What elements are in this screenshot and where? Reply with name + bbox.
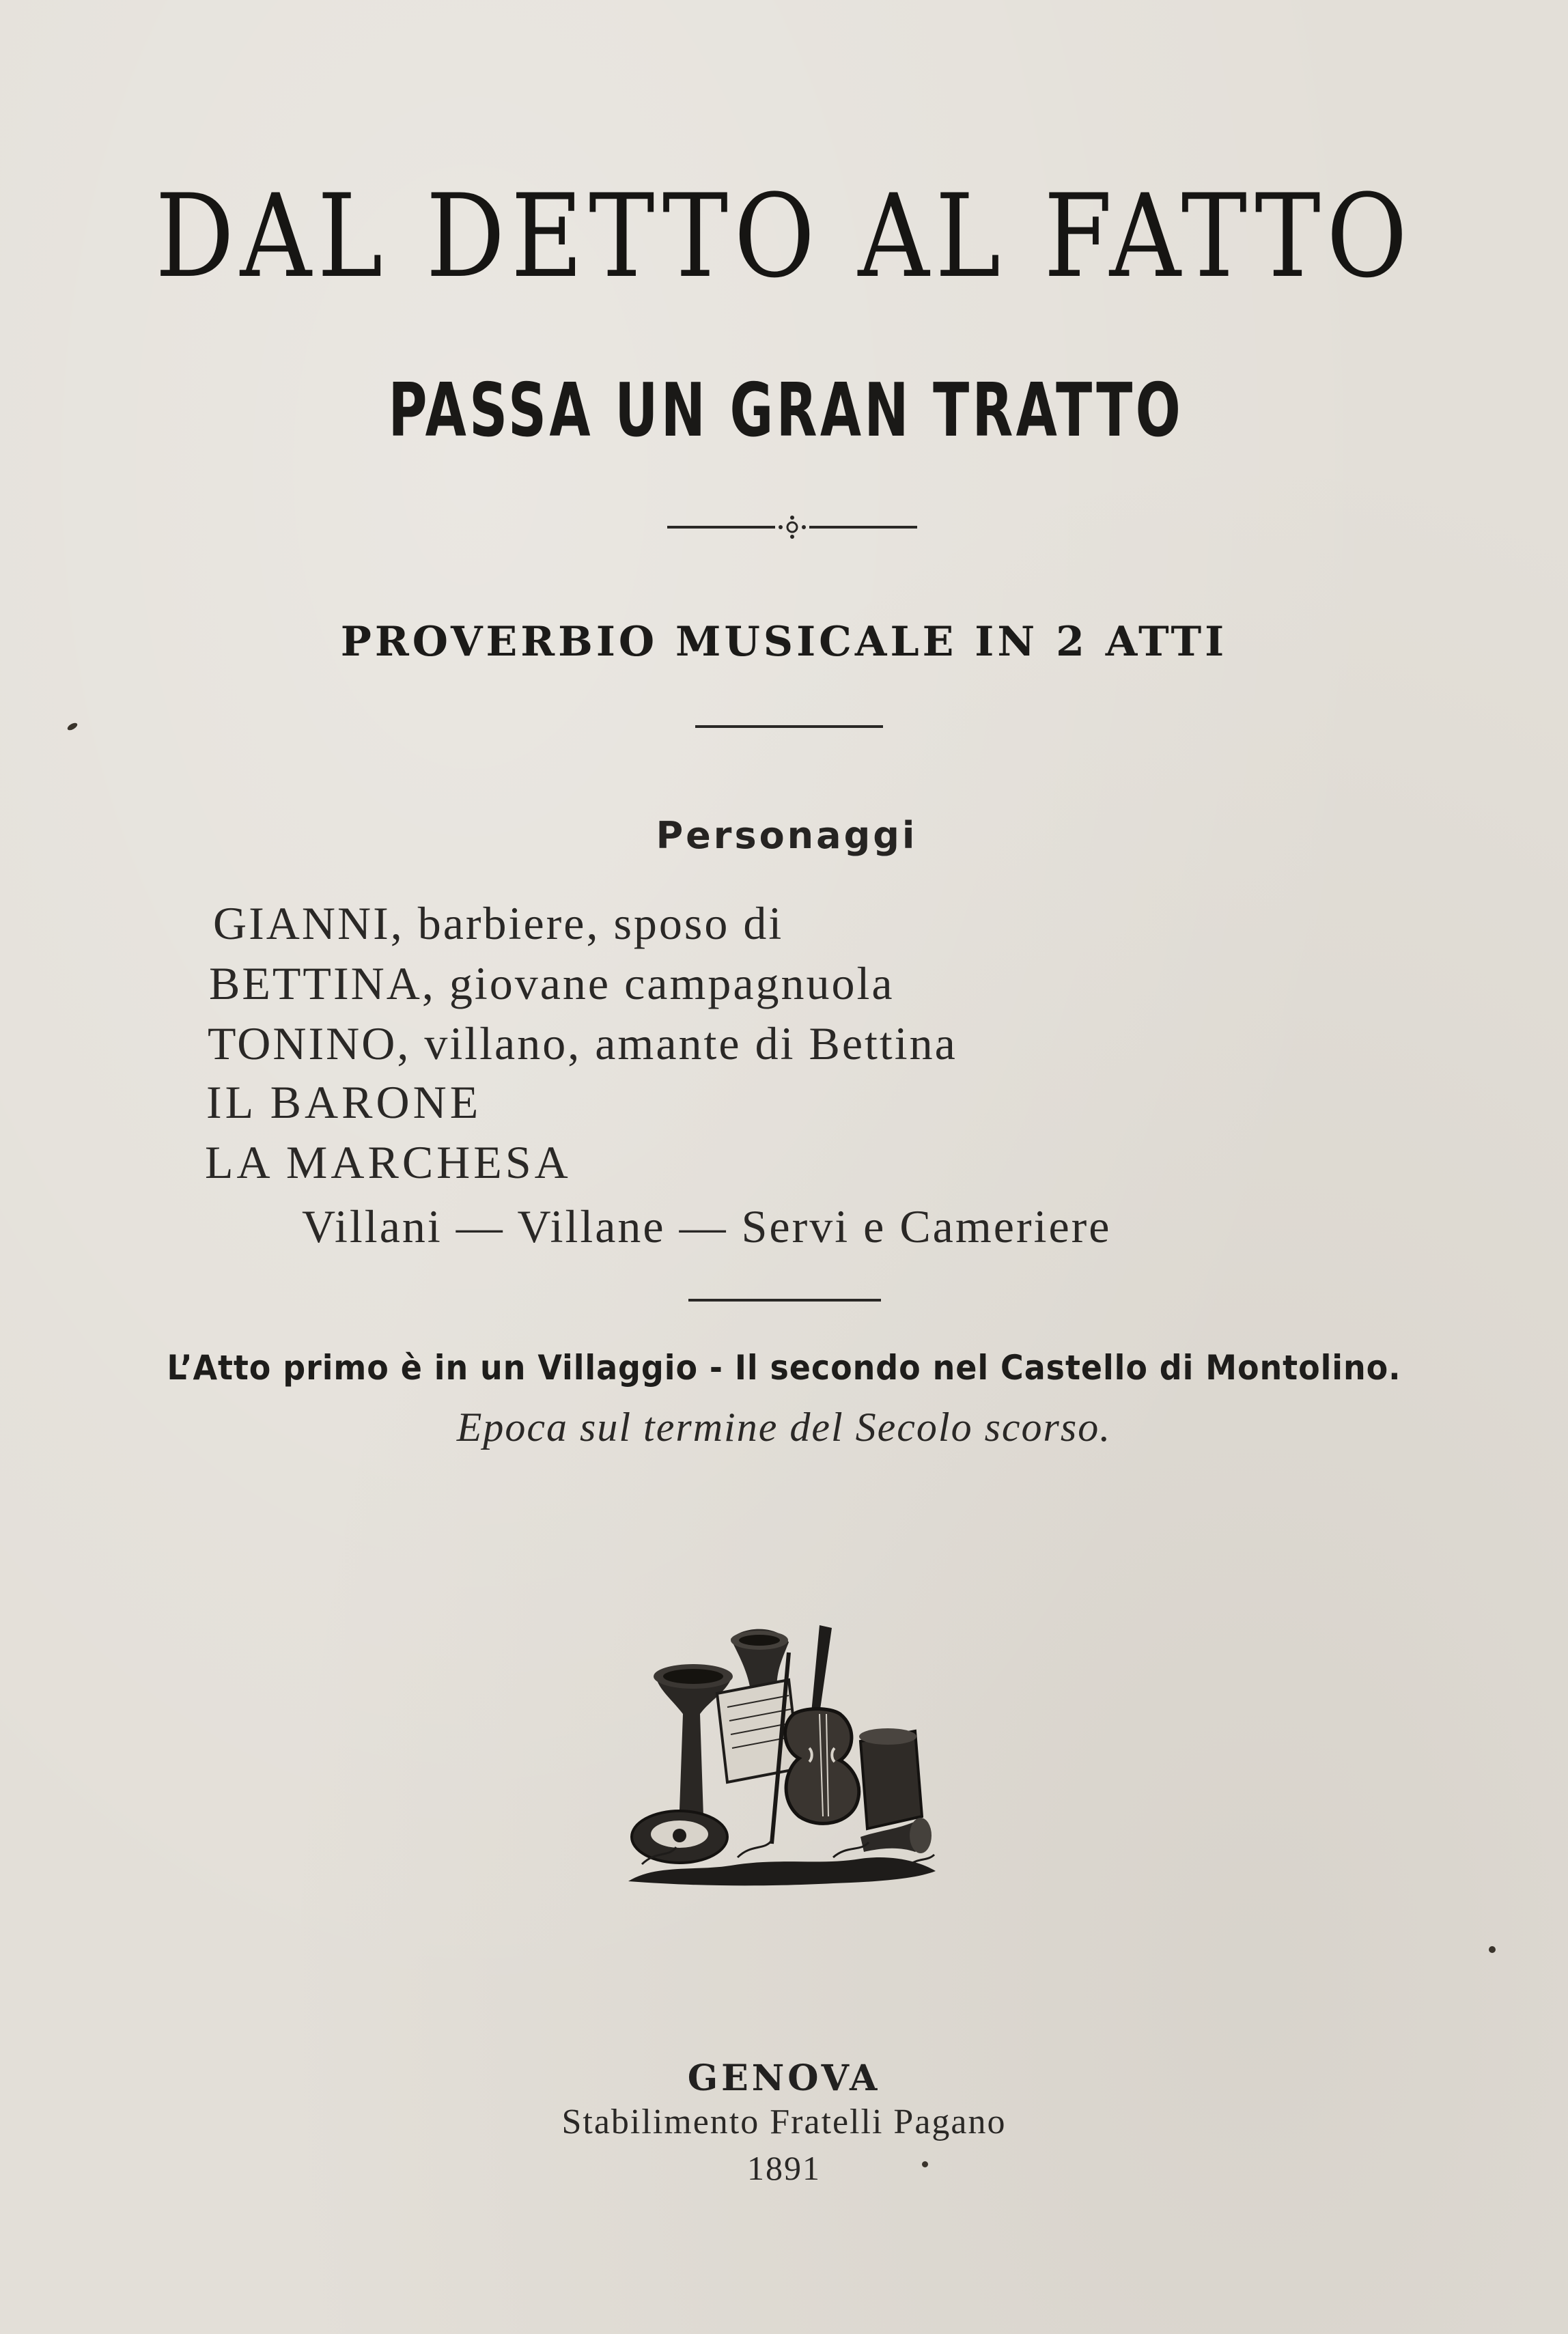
epoch-note: Epoca sul termine del Secolo scorso. xyxy=(456,1405,1112,1450)
genre-line: PROVERBIO MUSICALE IN 2 ATTI xyxy=(340,618,1228,666)
musical-instruments-vignette-icon xyxy=(615,1612,942,1898)
divider-rule xyxy=(688,1299,881,1302)
book-subtitle: PASSA UN GRAN TRATTO xyxy=(388,368,1184,453)
imprint-city: GENOVA xyxy=(687,2057,881,2099)
cast-member: BETTINA, giovane campagnuola xyxy=(209,957,895,1009)
imprint-year: 1891 xyxy=(747,2149,821,2187)
cast-heading: Personaggi xyxy=(656,814,918,857)
paper-speck xyxy=(1489,1946,1496,1953)
cast-extras: Villani — Villane — Servi e Cameriere xyxy=(302,1200,1112,1252)
paper-speck xyxy=(922,2161,928,2167)
setting-note: L’Atto primo è in un Villaggio - Il secondo nel Castello di Montolino. xyxy=(167,1348,1401,1388)
cast-member: TONINO, villano, amante di Bettina xyxy=(208,1017,957,1069)
cast-member: LA MARCHESA xyxy=(205,1136,572,1188)
cast-member: GIANNI, barbiere, sposo di xyxy=(213,897,784,949)
book-title: DAL DETTO AL FATTO xyxy=(155,169,1414,303)
imprint-printer: Stabilimento Fratelli Pagano xyxy=(561,2103,1007,2141)
divider-rule xyxy=(695,725,883,728)
paper-speck xyxy=(66,722,79,732)
cast-member: IL BARONE xyxy=(206,1076,482,1128)
ornament-divider-icon xyxy=(666,515,919,539)
